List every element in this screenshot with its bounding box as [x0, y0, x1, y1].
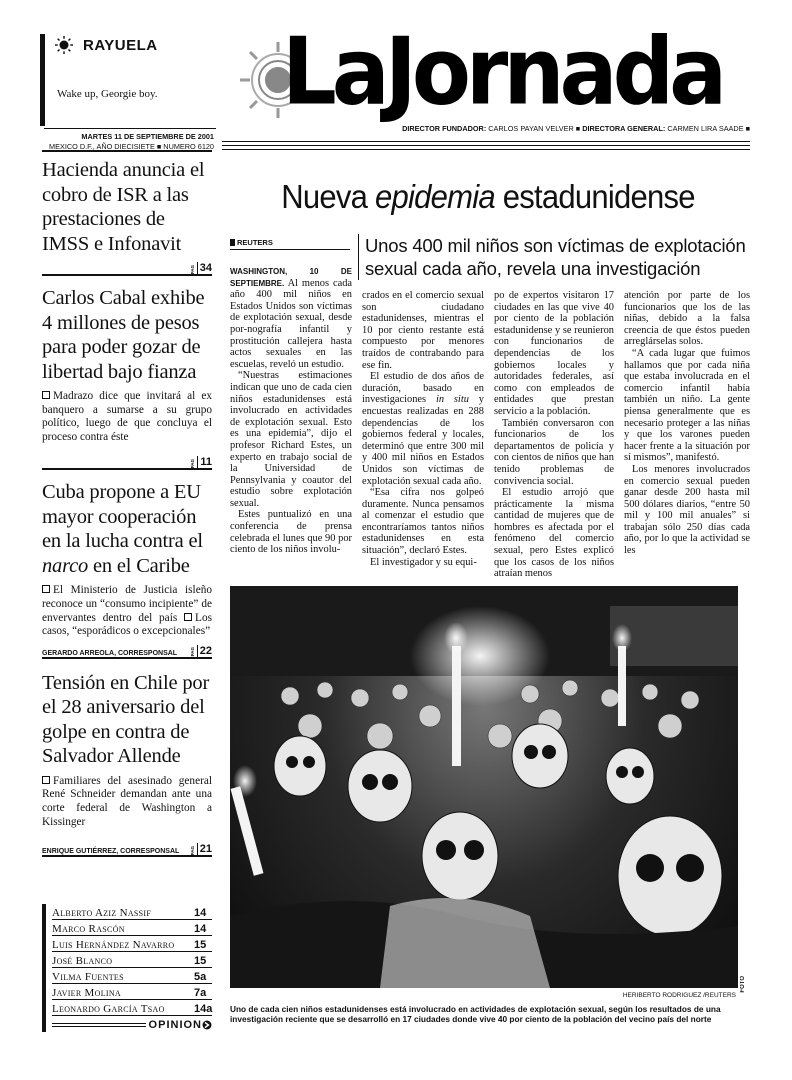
- photo-credit: HERIBERTO RODRIGUEZ /REUTERS: [622, 992, 736, 999]
- logo-wordmark: LaJornada: [282, 18, 723, 127]
- bullet-box-icon: [42, 776, 50, 784]
- story-headline[interactable]: Tensión en Chile por el 28 aniversario del golpe en contra de Salvador Allende: [42, 671, 210, 768]
- agency-marker-icon: [230, 239, 235, 246]
- opinion-item[interactable]: [52, 904, 212, 920]
- opinion-item[interactable]: [52, 920, 212, 936]
- columnist-page: 15: [194, 955, 207, 967]
- rayuela-header: [55, 36, 216, 54]
- story-dateline: WASHINGTON, 10 DE SEPTIEMBRE.: [230, 267, 352, 288]
- columnist-page: 14: [194, 907, 207, 919]
- story-credit: ENRIQUE GUTIÉRREZ, CORRESPONSAL: [42, 848, 180, 856]
- page-number: 22: [197, 645, 212, 657]
- page-number: 21: [197, 843, 212, 855]
- story-cuba[interactable]: [42, 480, 212, 658]
- main-headline[interactable]: Nueva epidemia estadunidense: [281, 178, 695, 215]
- columnist-name: Luis Hernández Navarro: [52, 939, 175, 951]
- story-hacienda[interactable]: [42, 158, 212, 276]
- columnist-name: José Blanco: [52, 955, 113, 967]
- issue-date: MARTES 11 DE SEPTIEMBRE DE 2001: [81, 132, 214, 141]
- photo-caption: Uno de cada cien niños estadunidenses está involucrado en actividades de explotación sexual, según los resultados de una investigación reciente que se desarrolló en 17 ciudades donde vive 40 por ciento de la población del vecino país del norte: [230, 1004, 721, 1025]
- agency-label: REUTERS: [230, 238, 350, 250]
- story-summary: Familiares del asesinado general René Schneider demandan ante una corte federal de Washington a Kissinger: [42, 774, 212, 828]
- opinion-footer: [52, 1019, 212, 1031]
- page-number: 34: [197, 262, 212, 274]
- story-credit: GERARDO ARREOLA, CORRESPONSAL: [42, 649, 178, 657]
- story-cabal[interactable]: [42, 286, 212, 470]
- story-paragraph: “Esa cifra nos golpeó duramente. Nunca pensamos al comenzar el estudio que encontraríamos tantos niños estadunidenses en esta situación”, declaró Estes.: [362, 487, 484, 557]
- story-headline[interactable]: Carlos Cabal exhibe 4 millones de pesos para poder gozar de libertad bajo fianza: [42, 287, 205, 383]
- page-number: 11: [197, 456, 212, 468]
- opinion-item[interactable]: [52, 952, 212, 968]
- opinion-item[interactable]: [52, 984, 212, 1000]
- opinion-arrow-icon: [202, 1020, 212, 1030]
- columnist-page: 14a: [194, 1003, 213, 1015]
- directora-label: DIRECTORA GENERAL:: [582, 124, 666, 133]
- photo-side-label: FOTO: [740, 976, 746, 993]
- story-paragraph: También conversaron con funcionarios de los departamentos de policía y con cientos de niños que han tenido problemas de convivencia social.: [494, 417, 614, 487]
- columnist-page: 7a: [194, 987, 207, 999]
- opinion-index: [42, 904, 212, 1032]
- opinion-label: OPINION: [148, 1019, 202, 1031]
- page-ref[interactable]: [190, 262, 212, 274]
- columnist-name: Javier Molina: [52, 987, 122, 999]
- director-name: CARLOS PAYAN VELVER: [488, 124, 574, 133]
- left-column: [42, 148, 212, 857]
- columnist-name: Marco Rascón: [52, 923, 125, 935]
- story-paragraph: WASHINGTON, 10 DE SEPTIEMBRE. Al menos cada año 400 mil niños en Estados Unidos son víctimas de explotación sexual, desde por-nografía infantil y prostitución callejera hasta actos sexuales en las escuelas, reveló un estudio.: [230, 267, 352, 370]
- main-deck: Unos 400 mil niños son víctimas de explotación sexual cada año, revela una investigación: [358, 234, 750, 280]
- page-label: PAG: [189, 264, 195, 274]
- story-footer: [42, 841, 212, 857]
- columnist-name: Vilma Fuentes: [52, 971, 124, 983]
- story-paragraph: po de expertos visitaron 17 ciudades en las que vive 40 por ciento de la población estadunidense y se reunieron con funcionarios de dependencias de los gobiernos locales y autoridades federales, así como con empleados de entidades que prestan servicio a la población.: [494, 290, 614, 417]
- story-column-1: [230, 266, 352, 582]
- rayuela-box: [40, 34, 216, 126]
- story-footer: [42, 260, 212, 276]
- rayuela-text: Wake up, Georgie boy.: [57, 88, 158, 100]
- directors-line: DIRECTOR FUNDADOR: CARLOS PAYAN VELVER ■ DIRECTORA GENERAL: CARMEN LIRA SAADE ■: [402, 124, 750, 133]
- story-footer: [42, 454, 212, 470]
- story-headline[interactable]: Cuba propone a EU mayor cooperación en la lucha contra el narco en el Caribe: [42, 481, 203, 577]
- bullet-box-icon: [42, 391, 50, 399]
- opinion-item[interactable]: [52, 936, 212, 952]
- issue-info: MEXICO D.F., AÑO DIECISIETE ■ NUMERO 6120: [49, 142, 214, 151]
- story-paragraph: El investigador y su equi-: [370, 556, 477, 568]
- story-paragraph: “Nuestras estimaciones indican que uno de cada cien niños estadunidenses está involucrado en actividades de explotación sexual. Esto es una epidemia”, dijo el profesor Richard Estes, un experto en trabajo social de la Universidad de Pennsylvania y coautor del estudio sobre explotación sexual.: [230, 370, 352, 509]
- story-footer: [42, 643, 212, 659]
- story-chile[interactable]: [42, 671, 212, 857]
- columnist-page: 5a: [194, 971, 207, 983]
- story-paragraph: crados en el comercio sexual son ciudadano estadunidenses, mientras el 10 por ciento restante está compuesto por menores traídos de contrabando para ese fin.: [362, 290, 484, 371]
- story-headline[interactable]: Hacienda anuncia el cobro de ISR a las prestaciones de IMSS e Infonavit: [42, 159, 205, 255]
- columnist-page: 14: [194, 923, 207, 935]
- story-summary: El Ministerio de Justicia isleño reconoce un “consumo incipiente” de envervantes dentro del país Los casos, “esporádicos o excepcionales”: [42, 584, 212, 638]
- story-paragraph: El estudio arrojó que prácticamente la misma cantidad de mujeres que de hombres es afectada por el fenómeno del comercio sexual, pero Estes explicó que los casos de los niños atraían menos: [494, 487, 614, 580]
- columnist-name: Alberto Aziz Nassif: [52, 907, 152, 919]
- page-label: PAG: [189, 647, 195, 657]
- rayuela-title: RAYUELA: [83, 36, 158, 54]
- opinion-item[interactable]: [52, 1000, 212, 1016]
- story-paragraph: El estudio de dos años de duración, basado en investigaciones in situ y encuestas realizadas en 288 dependencias de los gobiernos federal y locales, determinó que entre 300 mil y 400 mil niños en Estados Unidos son víctimas de explotación sexual cada año.: [362, 371, 484, 487]
- page-ref[interactable]: [190, 456, 212, 468]
- story-paragraph: Estes puntualizó en una conferencia de prensa celebrada el lunes que 90 por ciento de los niños involu-: [230, 509, 352, 556]
- story-column-2: [362, 290, 484, 582]
- bullet-box-icon: [184, 613, 192, 621]
- page-ref[interactable]: [190, 645, 212, 657]
- story-paragraph: Los menores involucrados en comercio sexual pueden ganar desde 200 hasta mil 500 dólares diarios, “entre 50 mil y 100 mil anuales” si trabajan sólo 250 días cada año, por lo que la actividad se les: [624, 463, 750, 557]
- story-paragraph: atención por parte de los funcionarios que los de las niñas, debido a la falsa creencia de que éstos pueden arreglárselas solos.: [624, 290, 750, 348]
- photo-illustration: [230, 586, 738, 988]
- page-label: PAG: [190, 458, 196, 469]
- columnist-name: Leonardo García Tsao: [52, 1003, 165, 1015]
- columnist-page: 15: [194, 939, 207, 951]
- page-ref[interactable]: [190, 843, 212, 855]
- sun-icon: [55, 36, 73, 54]
- masthead-rule: [222, 141, 750, 150]
- bullet-box-icon: [42, 585, 50, 593]
- story-column-3: [494, 290, 614, 582]
- opinion-rule: [52, 1023, 146, 1027]
- director-label: DIRECTOR FUNDADOR:: [402, 124, 487, 133]
- story-summary: Madrazo dice que invitará al ex banquero a sumarse a su grupo político, luego de que concluya el proceso contra éste: [42, 390, 212, 443]
- news-photo[interactable]: [230, 586, 738, 988]
- story-column-4: [624, 290, 750, 582]
- page-label: PAG: [189, 845, 195, 856]
- opinion-item[interactable]: [52, 968, 212, 984]
- story-paragraph: “A cada lugar que fuimos hallamos que por cada niña que estaba involucrada en el comercio infantil había también un niño. La gente piensa generalmente que es necesario proteger a las niñas y que los varones pueden hacer frente a la situación por sí mismos”, manifestó.: [624, 347, 750, 464]
- masthead-logo[interactable]: [236, 18, 750, 127]
- directora-name: CARMEN LIRA SAADE: [667, 124, 744, 133]
